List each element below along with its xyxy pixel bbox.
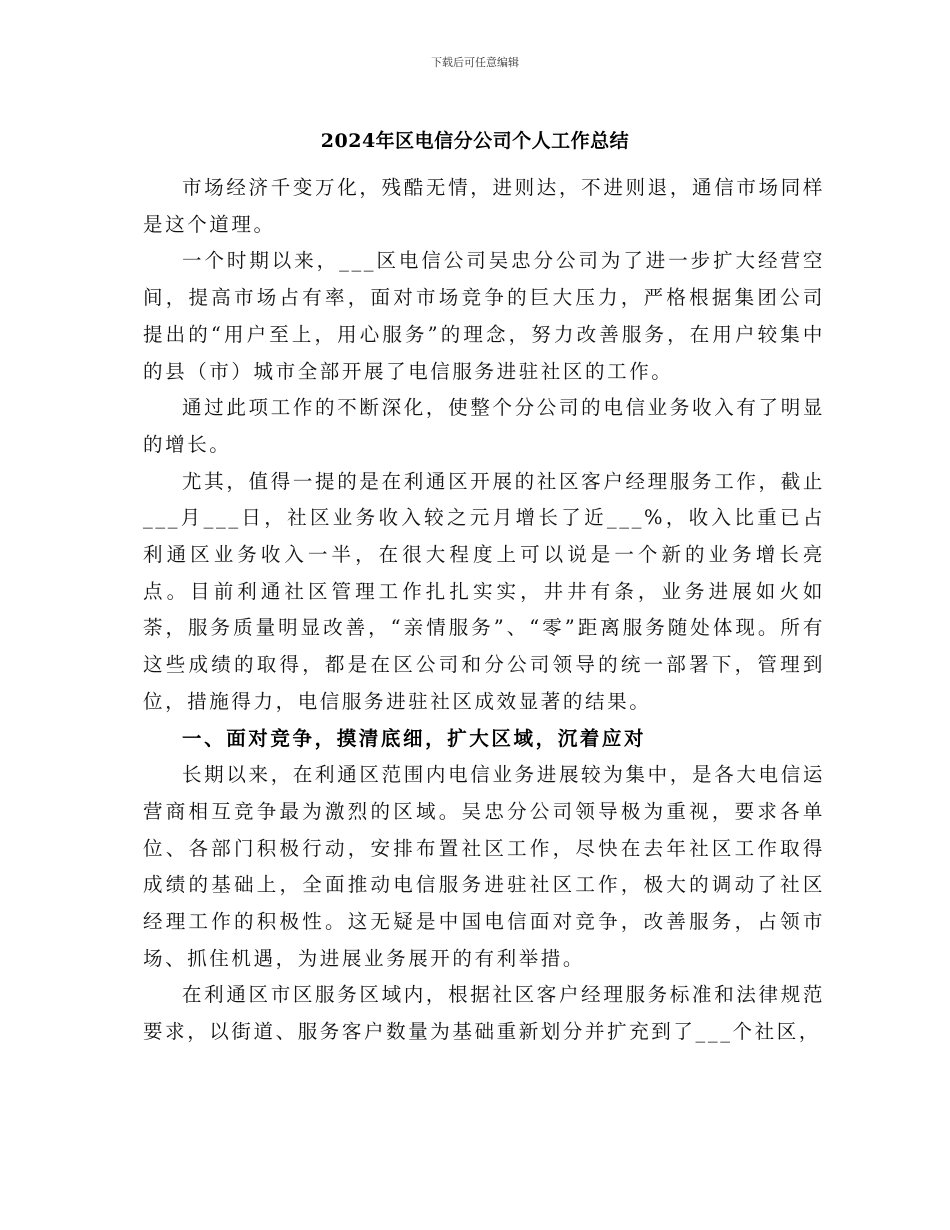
paragraph: 长期以来，在利通区范围内电信业务进展较为集中，是各大电信运营商相互竞争最为激烈的区域。吴忠分公司领导极为重视，要求各单位、各部门积极行动，安排布置社区工作，尽快在去年社区工作取得成绩的基础上，全面推动电信服务进驻社区工作，极大的调动了社区经理工作的积极性。这无疑是中国电信面对竞争，改善服务，占领市场、抓住机遇，为进展业务展开的有利举措。 (143, 763, 825, 970)
paragraph: 一个时期以来，___区电信公司吴忠分公司为了进一步扩大经营空间，提高市场占有率，面对市场竞争的巨大压力，严格根据集团公司提出的“用户至上，用心服务”的理念，努力改善服务，在用户较集中的县（市）城市全部开展了电信服务进驻社区的工作。 (143, 249, 825, 383)
document-title: 2024年区电信分公司个人工作总结 (320, 130, 630, 152)
paragraph: 在利通区市区服务区域内，根据社区客户经理服务标准和法律规范要求，以街道、服务客户数量为基础重新划分并扩充到了___个社区， (143, 983, 825, 1044)
header-note: 下载后可任意编辑 (431, 56, 519, 69)
paragraph: 市场经济千变万化，残酷无情，进则达，不进则退，通信市场同样是这个道理。 (143, 176, 825, 236)
section-heading: 一、面对竞争，摸清底细，扩大区域，沉着应对 (182, 726, 647, 750)
document-body (143, 170, 825, 1051)
paragraph: 通过此项工作的不断深化，使整个分公司的电信业务收入有了明显的增长。 (143, 396, 825, 456)
paragraph: 尤其，值得一提的是在利通区开展的社区客户经理服务工作，截止___月___日，社区业务收入较之元月增长了近___%，收入比重已占利通区业务收入一半，在很大程度上可以说是一个新的业务增长亮点。目前利通社区管理工作扎扎实实，井井有条，业务进展如火如荼，服务质量明显改善，“亲情服务”、“零”距离服务随处体现。所有这些成绩的取得，都是在区公司和分公司领导的统一部署下，管理到位，措施得力，电信服务进驻社区成效显著的结果。 (143, 469, 825, 713)
